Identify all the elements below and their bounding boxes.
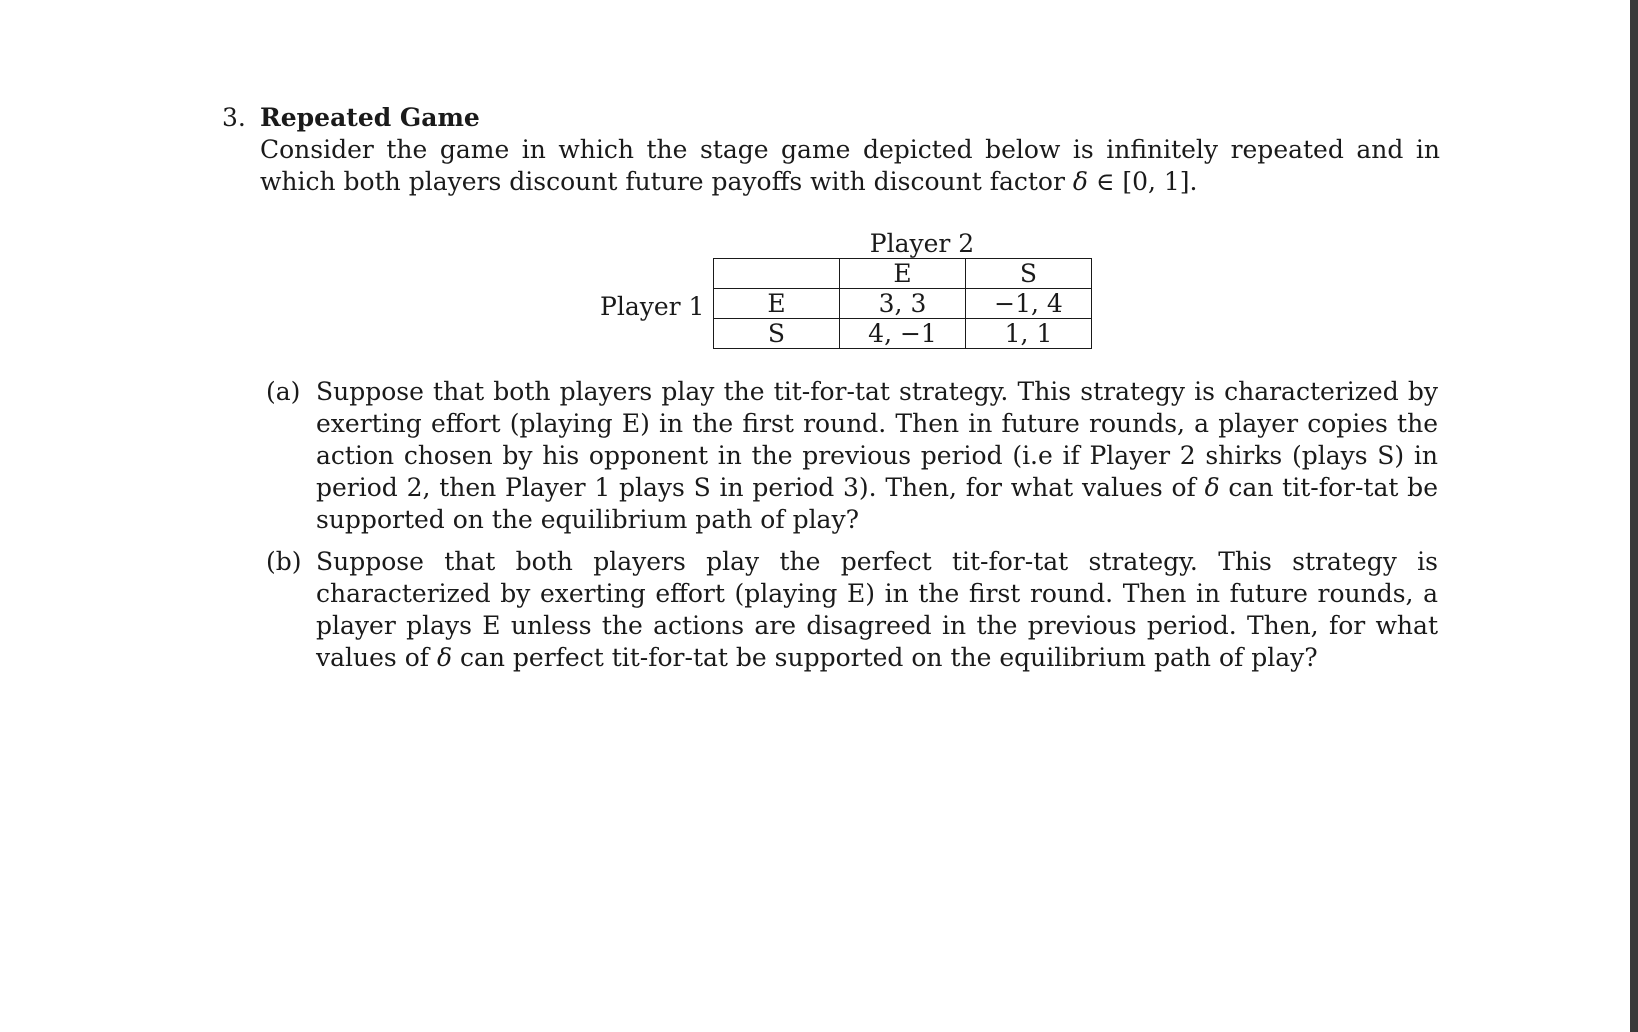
part-a-label: (a) [266, 377, 301, 406]
problem-heading [222, 102, 1440, 134]
table-row [714, 319, 1092, 349]
part-a-text: Suppose that both players play the tit-for-tat strategy. This strategy is characterized by exerting effort (playing E) in the first round. Then in future rounds, a player copies the action chosen by his opponent in the previous period (i.e if Player 2 shirks (plays S) in period 2, then Player 1 plays S in period 3). Then, for what values of [316, 377, 1438, 502]
delta-symbol: δ [1072, 167, 1088, 196]
player2-label: Player 2 [869, 229, 975, 258]
payoff-cell-e-s: −1, 4 [966, 289, 1092, 319]
payoff-matrix [600, 230, 1100, 355]
row-header-e: E [714, 289, 840, 319]
table-row [714, 289, 1092, 319]
problem-3 [222, 102, 1440, 198]
table-header-row [714, 259, 1092, 289]
empty-corner-cell [714, 259, 840, 289]
part-b-text-end: can perfect tit-for-tat be supported on the equilibrium path of play? [452, 643, 1318, 672]
player1-label: Player 1 [600, 292, 705, 321]
row-header-s: S [714, 319, 840, 349]
window-edge [1630, 0, 1638, 1032]
payoff-cell-e-e: 3, 3 [840, 289, 966, 319]
payoff-cell-s-e: 4, −1 [840, 319, 966, 349]
column-header-e: E [840, 259, 966, 289]
payoff-cell-s-s: 1, 1 [966, 319, 1092, 349]
sub-questions [266, 376, 1438, 684]
problem-title: Repeated Game [260, 103, 480, 132]
intro-text-end: ∈ [0, 1]. [1087, 167, 1198, 196]
column-header-s: S [966, 259, 1092, 289]
problem-intro [260, 134, 1440, 198]
delta-symbol: δ [436, 643, 453, 672]
delta-symbol: δ [1204, 473, 1220, 502]
part-a [266, 376, 1438, 536]
part-b-label: (b) [266, 547, 302, 576]
part-b [266, 546, 1438, 674]
problem-number: 3. [222, 103, 246, 132]
payoff-table [713, 258, 1092, 349]
part-a-text-end: can tit-for-tat be supported on the equilibrium path of play? [316, 473, 1438, 534]
part-b-text: Suppose that both players play the perfect tit-for-tat strategy. This strategy is characterized by exerting effort (playing E) in the first round. Then in future rounds, a player plays E unless the actions are disagreed in the previous period. Then, for what values of [316, 547, 1438, 672]
intro-text: Consider the game in which the stage game depicted below is infinitely repeated and in which both players discount future payoffs with discount factor [260, 135, 1440, 196]
